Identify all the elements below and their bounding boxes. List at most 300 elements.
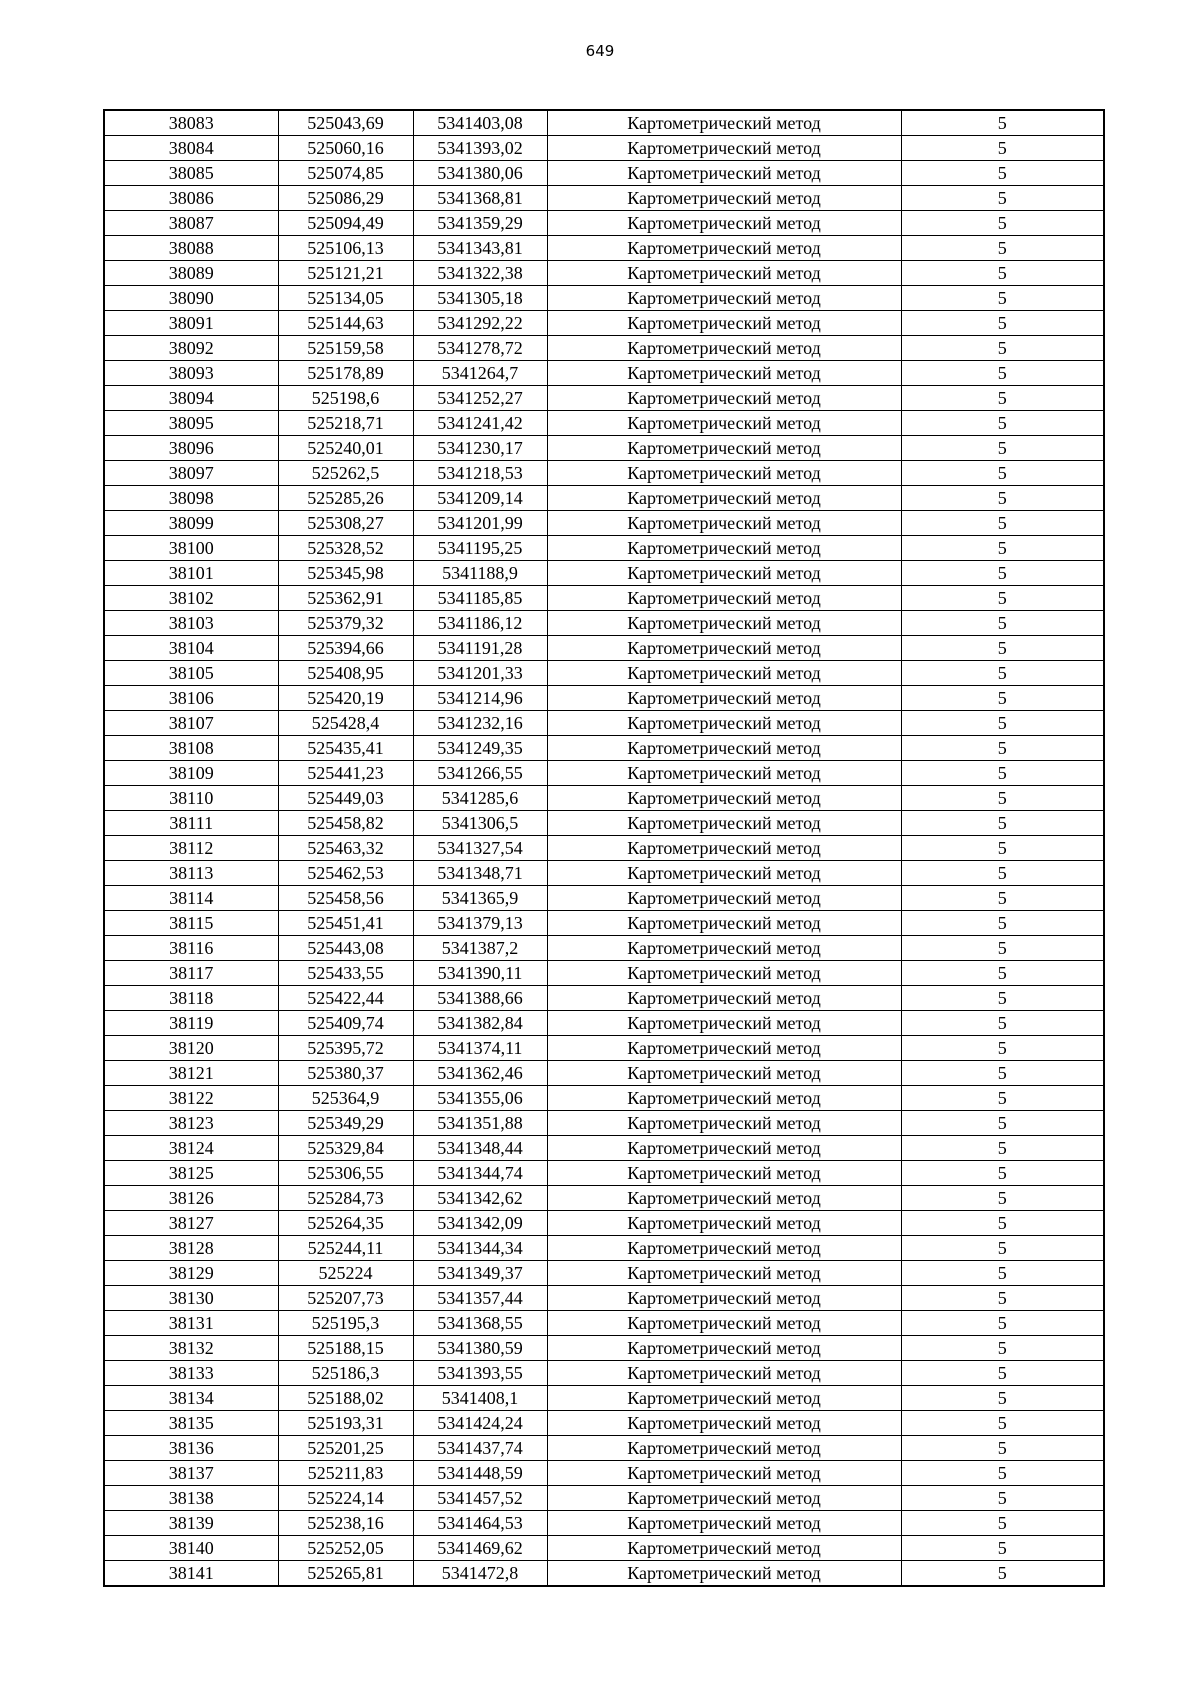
point-number-cell: 38094 <box>104 386 278 411</box>
point-number-cell: 38140 <box>104 1536 278 1561</box>
accuracy-cell: 5 <box>901 561 1104 586</box>
y-coordinate-cell: 5341448,59 <box>413 1461 547 1486</box>
x-coordinate-cell: 525188,02 <box>278 1386 413 1411</box>
method-cell: Картометрический метод <box>547 561 901 586</box>
x-coordinate-cell: 525195,3 <box>278 1311 413 1336</box>
point-number-cell: 38118 <box>104 986 278 1011</box>
table-row <box>104 886 1104 911</box>
accuracy-cell: 5 <box>901 110 1104 136</box>
y-coordinate-cell: 5341359,29 <box>413 211 547 236</box>
point-number-cell: 38120 <box>104 1036 278 1061</box>
table-row <box>104 661 1104 686</box>
method-cell: Картометрический метод <box>547 1111 901 1136</box>
y-coordinate-cell: 5341408,1 <box>413 1386 547 1411</box>
table-row <box>104 1061 1104 1086</box>
accuracy-cell: 5 <box>901 811 1104 836</box>
table-row <box>104 486 1104 511</box>
point-number-cell: 38095 <box>104 411 278 436</box>
accuracy-cell: 5 <box>901 1186 1104 1211</box>
accuracy-cell: 5 <box>901 1311 1104 1336</box>
y-coordinate-cell: 5341342,09 <box>413 1211 547 1236</box>
table-row <box>104 286 1104 311</box>
coordinates-table-body <box>104 110 1104 1586</box>
y-coordinate-cell: 5341327,54 <box>413 836 547 861</box>
table-row <box>104 1186 1104 1211</box>
accuracy-cell: 5 <box>901 1536 1104 1561</box>
method-cell: Картометрический метод <box>547 1236 901 1261</box>
method-cell: Картометрический метод <box>547 536 901 561</box>
table-row <box>104 711 1104 736</box>
y-coordinate-cell: 5341305,18 <box>413 286 547 311</box>
y-coordinate-cell: 5341214,96 <box>413 686 547 711</box>
method-cell: Картометрический метод <box>547 711 901 736</box>
method-cell: Картометрический метод <box>547 511 901 536</box>
point-number-cell: 38093 <box>104 361 278 386</box>
point-number-cell: 38086 <box>104 186 278 211</box>
y-coordinate-cell: 5341343,81 <box>413 236 547 261</box>
accuracy-cell: 5 <box>901 761 1104 786</box>
y-coordinate-cell: 5341365,9 <box>413 886 547 911</box>
x-coordinate-cell: 525186,3 <box>278 1361 413 1386</box>
table-row <box>104 411 1104 436</box>
point-number-cell: 38083 <box>104 110 278 136</box>
y-coordinate-cell: 5341374,11 <box>413 1036 547 1061</box>
x-coordinate-cell: 525409,74 <box>278 1011 413 1036</box>
method-cell: Картометрический метод <box>547 461 901 486</box>
method-cell: Картометрический метод <box>547 1411 901 1436</box>
x-coordinate-cell: 525345,98 <box>278 561 413 586</box>
method-cell: Картометрический метод <box>547 311 901 336</box>
x-coordinate-cell: 525074,85 <box>278 161 413 186</box>
table-row <box>104 1561 1104 1587</box>
x-coordinate-cell: 525198,6 <box>278 386 413 411</box>
point-number-cell: 38089 <box>104 261 278 286</box>
accuracy-cell: 5 <box>901 661 1104 686</box>
accuracy-cell: 5 <box>901 686 1104 711</box>
table-row <box>104 1311 1104 1336</box>
method-cell: Картометрический метод <box>547 1561 901 1587</box>
point-number-cell: 38111 <box>104 811 278 836</box>
x-coordinate-cell: 525244,11 <box>278 1236 413 1261</box>
table-row <box>104 1336 1104 1361</box>
method-cell: Картометрический метод <box>547 186 901 211</box>
point-number-cell: 38090 <box>104 286 278 311</box>
method-cell: Картометрический метод <box>547 586 901 611</box>
method-cell: Картометрический метод <box>547 1036 901 1061</box>
method-cell: Картометрический метод <box>547 661 901 686</box>
x-coordinate-cell: 525394,66 <box>278 636 413 661</box>
point-number-cell: 38105 <box>104 661 278 686</box>
y-coordinate-cell: 5341201,99 <box>413 511 547 536</box>
table-row <box>104 986 1104 1011</box>
table-row <box>104 110 1104 136</box>
point-number-cell: 38084 <box>104 136 278 161</box>
y-coordinate-cell: 5341285,6 <box>413 786 547 811</box>
x-coordinate-cell: 525188,15 <box>278 1336 413 1361</box>
x-coordinate-cell: 525329,84 <box>278 1136 413 1161</box>
table-row <box>104 861 1104 886</box>
point-number-cell: 38110 <box>104 786 278 811</box>
x-coordinate-cell: 525422,44 <box>278 986 413 1011</box>
accuracy-cell: 5 <box>901 1336 1104 1361</box>
table-row <box>104 1461 1104 1486</box>
method-cell: Картометрический метод <box>547 110 901 136</box>
x-coordinate-cell: 525060,16 <box>278 136 413 161</box>
x-coordinate-cell: 525349,29 <box>278 1111 413 1136</box>
accuracy-cell: 5 <box>901 1211 1104 1236</box>
x-coordinate-cell: 525379,32 <box>278 611 413 636</box>
method-cell: Картометрический метод <box>547 1261 901 1286</box>
accuracy-cell: 5 <box>901 486 1104 511</box>
x-coordinate-cell: 525328,52 <box>278 536 413 561</box>
point-number-cell: 38128 <box>104 1236 278 1261</box>
accuracy-cell: 5 <box>901 1386 1104 1411</box>
table-row <box>104 1111 1104 1136</box>
point-number-cell: 38107 <box>104 711 278 736</box>
y-coordinate-cell: 5341437,74 <box>413 1436 547 1461</box>
x-coordinate-cell: 525121,21 <box>278 261 413 286</box>
x-coordinate-cell: 525144,63 <box>278 311 413 336</box>
accuracy-cell: 5 <box>901 1236 1104 1261</box>
accuracy-cell: 5 <box>901 311 1104 336</box>
x-coordinate-cell: 525201,25 <box>278 1436 413 1461</box>
accuracy-cell: 5 <box>901 1061 1104 1086</box>
x-coordinate-cell: 525463,32 <box>278 836 413 861</box>
y-coordinate-cell: 5341344,34 <box>413 1236 547 1261</box>
x-coordinate-cell: 525265,81 <box>278 1561 413 1587</box>
coordinates-table <box>103 109 1105 1587</box>
table-row <box>104 136 1104 161</box>
method-cell: Картометрический метод <box>547 1061 901 1086</box>
accuracy-cell: 5 <box>901 636 1104 661</box>
x-coordinate-cell: 525408,95 <box>278 661 413 686</box>
y-coordinate-cell: 5341344,74 <box>413 1161 547 1186</box>
y-coordinate-cell: 5341241,42 <box>413 411 547 436</box>
x-coordinate-cell: 525435,41 <box>278 736 413 761</box>
table-row <box>104 811 1104 836</box>
x-coordinate-cell: 525224 <box>278 1261 413 1286</box>
accuracy-cell: 5 <box>901 386 1104 411</box>
method-cell: Картометрический метод <box>547 1436 901 1461</box>
x-coordinate-cell: 525441,23 <box>278 761 413 786</box>
point-number-cell: 38115 <box>104 911 278 936</box>
method-cell: Картометрический метод <box>547 1161 901 1186</box>
table-row <box>104 836 1104 861</box>
y-coordinate-cell: 5341342,62 <box>413 1186 547 1211</box>
accuracy-cell: 5 <box>901 986 1104 1011</box>
point-number-cell: 38101 <box>104 561 278 586</box>
y-coordinate-cell: 5341249,35 <box>413 736 547 761</box>
x-coordinate-cell: 525178,89 <box>278 361 413 386</box>
point-number-cell: 38138 <box>104 1486 278 1511</box>
accuracy-cell: 5 <box>901 236 1104 261</box>
point-number-cell: 38135 <box>104 1411 278 1436</box>
method-cell: Картометрический метод <box>547 1311 901 1336</box>
y-coordinate-cell: 5341188,9 <box>413 561 547 586</box>
y-coordinate-cell: 5341232,16 <box>413 711 547 736</box>
accuracy-cell: 5 <box>901 511 1104 536</box>
y-coordinate-cell: 5341457,52 <box>413 1486 547 1511</box>
accuracy-cell: 5 <box>901 1261 1104 1286</box>
table-row <box>104 1261 1104 1286</box>
point-number-cell: 38109 <box>104 761 278 786</box>
y-coordinate-cell: 5341424,24 <box>413 1411 547 1436</box>
y-coordinate-cell: 5341349,37 <box>413 1261 547 1286</box>
y-coordinate-cell: 5341322,38 <box>413 261 547 286</box>
point-number-cell: 38113 <box>104 861 278 886</box>
method-cell: Картометрический метод <box>547 886 901 911</box>
table-row <box>104 186 1104 211</box>
accuracy-cell: 5 <box>901 1436 1104 1461</box>
accuracy-cell: 5 <box>901 1411 1104 1436</box>
point-number-cell: 38121 <box>104 1061 278 1086</box>
table-row <box>104 1036 1104 1061</box>
point-number-cell: 38132 <box>104 1336 278 1361</box>
x-coordinate-cell: 525308,27 <box>278 511 413 536</box>
method-cell: Картометрический метод <box>547 386 901 411</box>
table-row <box>104 361 1104 386</box>
table-row <box>104 1286 1104 1311</box>
y-coordinate-cell: 5341292,22 <box>413 311 547 336</box>
method-cell: Картометрический метод <box>547 486 901 511</box>
point-number-cell: 38112 <box>104 836 278 861</box>
y-coordinate-cell: 5341380,59 <box>413 1336 547 1361</box>
x-coordinate-cell: 525458,82 <box>278 811 413 836</box>
accuracy-cell: 5 <box>901 1361 1104 1386</box>
x-coordinate-cell: 525433,55 <box>278 961 413 986</box>
y-coordinate-cell: 5341209,14 <box>413 486 547 511</box>
y-coordinate-cell: 5341469,62 <box>413 1536 547 1561</box>
method-cell: Картометрический метод <box>547 686 901 711</box>
x-coordinate-cell: 525443,08 <box>278 936 413 961</box>
point-number-cell: 38127 <box>104 1211 278 1236</box>
table-row <box>104 511 1104 536</box>
x-coordinate-cell: 525043,69 <box>278 110 413 136</box>
table-row <box>104 636 1104 661</box>
y-coordinate-cell: 5341357,44 <box>413 1286 547 1311</box>
table-row <box>104 211 1104 236</box>
method-cell: Картометрический метод <box>547 611 901 636</box>
point-number-cell: 38137 <box>104 1461 278 1486</box>
method-cell: Картометрический метод <box>547 1511 901 1536</box>
method-cell: Картометрический метод <box>547 211 901 236</box>
x-coordinate-cell: 525264,35 <box>278 1211 413 1236</box>
x-coordinate-cell: 525094,49 <box>278 211 413 236</box>
y-coordinate-cell: 5341191,28 <box>413 636 547 661</box>
point-number-cell: 38123 <box>104 1111 278 1136</box>
table-row <box>104 436 1104 461</box>
accuracy-cell: 5 <box>901 936 1104 961</box>
point-number-cell: 38125 <box>104 1161 278 1186</box>
method-cell: Картометрический метод <box>547 261 901 286</box>
method-cell: Картометрический метод <box>547 1011 901 1036</box>
x-coordinate-cell: 525449,03 <box>278 786 413 811</box>
accuracy-cell: 5 <box>901 136 1104 161</box>
table-row <box>104 1361 1104 1386</box>
x-coordinate-cell: 525238,16 <box>278 1511 413 1536</box>
point-number-cell: 38131 <box>104 1311 278 1336</box>
table-row <box>104 1386 1104 1411</box>
y-coordinate-cell: 5341388,66 <box>413 986 547 1011</box>
point-number-cell: 38133 <box>104 1361 278 1386</box>
table-row <box>104 1511 1104 1536</box>
method-cell: Картометрический метод <box>547 1361 901 1386</box>
point-number-cell: 38130 <box>104 1286 278 1311</box>
accuracy-cell: 5 <box>901 611 1104 636</box>
accuracy-cell: 5 <box>901 461 1104 486</box>
x-coordinate-cell: 525306,55 <box>278 1161 413 1186</box>
x-coordinate-cell: 525428,4 <box>278 711 413 736</box>
method-cell: Картометрический метод <box>547 136 901 161</box>
x-coordinate-cell: 525240,01 <box>278 436 413 461</box>
point-number-cell: 38141 <box>104 1561 278 1587</box>
method-cell: Картометрический метод <box>547 161 901 186</box>
method-cell: Картометрический метод <box>547 936 901 961</box>
point-number-cell: 38126 <box>104 1186 278 1211</box>
method-cell: Картометрический метод <box>547 1286 901 1311</box>
method-cell: Картометрический метод <box>547 1086 901 1111</box>
table-row <box>104 961 1104 986</box>
y-coordinate-cell: 5341306,5 <box>413 811 547 836</box>
method-cell: Картометрический метод <box>547 736 901 761</box>
accuracy-cell: 5 <box>901 361 1104 386</box>
y-coordinate-cell: 5341464,53 <box>413 1511 547 1536</box>
point-number-cell: 38091 <box>104 311 278 336</box>
y-coordinate-cell: 5341201,33 <box>413 661 547 686</box>
method-cell: Картометрический метод <box>547 636 901 661</box>
point-number-cell: 38129 <box>104 1261 278 1286</box>
y-coordinate-cell: 5341348,71 <box>413 861 547 886</box>
accuracy-cell: 5 <box>901 861 1104 886</box>
x-coordinate-cell: 525106,13 <box>278 236 413 261</box>
y-coordinate-cell: 5341185,85 <box>413 586 547 611</box>
x-coordinate-cell: 525420,19 <box>278 686 413 711</box>
point-number-cell: 38106 <box>104 686 278 711</box>
x-coordinate-cell: 525086,29 <box>278 186 413 211</box>
x-coordinate-cell: 525252,05 <box>278 1536 413 1561</box>
y-coordinate-cell: 5341387,2 <box>413 936 547 961</box>
y-coordinate-cell: 5341252,27 <box>413 386 547 411</box>
y-coordinate-cell: 5341368,81 <box>413 186 547 211</box>
y-coordinate-cell: 5341266,55 <box>413 761 547 786</box>
point-number-cell: 38088 <box>104 236 278 261</box>
method-cell: Картометрический метод <box>547 436 901 461</box>
accuracy-cell: 5 <box>901 211 1104 236</box>
y-coordinate-cell: 5341390,11 <box>413 961 547 986</box>
method-cell: Картометрический метод <box>547 1461 901 1486</box>
point-number-cell: 38103 <box>104 611 278 636</box>
table-row <box>104 1486 1104 1511</box>
table-row <box>104 386 1104 411</box>
method-cell: Картометрический метод <box>547 1486 901 1511</box>
x-coordinate-cell: 525364,9 <box>278 1086 413 1111</box>
point-number-cell: 38117 <box>104 961 278 986</box>
method-cell: Картометрический метод <box>547 811 901 836</box>
point-number-cell: 38096 <box>104 436 278 461</box>
table-row <box>104 1161 1104 1186</box>
table-row <box>104 161 1104 186</box>
table-row <box>104 561 1104 586</box>
y-coordinate-cell: 5341218,53 <box>413 461 547 486</box>
x-coordinate-cell: 525262,5 <box>278 461 413 486</box>
table-row <box>104 1086 1104 1111</box>
y-coordinate-cell: 5341382,84 <box>413 1011 547 1036</box>
y-coordinate-cell: 5341264,7 <box>413 361 547 386</box>
point-number-cell: 38108 <box>104 736 278 761</box>
accuracy-cell: 5 <box>901 711 1104 736</box>
x-coordinate-cell: 525395,72 <box>278 1036 413 1061</box>
y-coordinate-cell: 5341393,02 <box>413 136 547 161</box>
accuracy-cell: 5 <box>901 1111 1104 1136</box>
point-number-cell: 38092 <box>104 336 278 361</box>
method-cell: Картометрический метод <box>547 911 901 936</box>
y-coordinate-cell: 5341230,17 <box>413 436 547 461</box>
accuracy-cell: 5 <box>901 1086 1104 1111</box>
point-number-cell: 38100 <box>104 536 278 561</box>
y-coordinate-cell: 5341368,55 <box>413 1311 547 1336</box>
method-cell: Картометрический метод <box>547 336 901 361</box>
accuracy-cell: 5 <box>901 286 1104 311</box>
y-coordinate-cell: 5341472,8 <box>413 1561 547 1587</box>
x-coordinate-cell: 525159,58 <box>278 336 413 361</box>
point-number-cell: 38087 <box>104 211 278 236</box>
point-number-cell: 38099 <box>104 511 278 536</box>
accuracy-cell: 5 <box>901 1561 1104 1587</box>
table-row <box>104 1211 1104 1236</box>
accuracy-cell: 5 <box>901 261 1104 286</box>
method-cell: Картометрический метод <box>547 961 901 986</box>
method-cell: Картометрический метод <box>547 1336 901 1361</box>
x-coordinate-cell: 525193,31 <box>278 1411 413 1436</box>
accuracy-cell: 5 <box>901 836 1104 861</box>
table-row <box>104 686 1104 711</box>
table-row <box>104 1236 1104 1261</box>
accuracy-cell: 5 <box>901 1136 1104 1161</box>
accuracy-cell: 5 <box>901 186 1104 211</box>
method-cell: Картометрический метод <box>547 836 901 861</box>
method-cell: Картометрический метод <box>547 1386 901 1411</box>
point-number-cell: 38098 <box>104 486 278 511</box>
point-number-cell: 38085 <box>104 161 278 186</box>
accuracy-cell: 5 <box>901 586 1104 611</box>
accuracy-cell: 5 <box>901 1486 1104 1511</box>
x-coordinate-cell: 525211,83 <box>278 1461 413 1486</box>
method-cell: Картометрический метод <box>547 861 901 886</box>
table-row <box>104 1436 1104 1461</box>
method-cell: Картометрический метод <box>547 986 901 1011</box>
accuracy-cell: 5 <box>901 886 1104 911</box>
table-row <box>104 911 1104 936</box>
point-number-cell: 38122 <box>104 1086 278 1111</box>
table-row <box>104 736 1104 761</box>
point-number-cell: 38136 <box>104 1436 278 1461</box>
accuracy-cell: 5 <box>901 911 1104 936</box>
y-coordinate-cell: 5341393,55 <box>413 1361 547 1386</box>
table-row <box>104 536 1104 561</box>
y-coordinate-cell: 5341278,72 <box>413 336 547 361</box>
x-coordinate-cell: 525362,91 <box>278 586 413 611</box>
table-row <box>104 1536 1104 1561</box>
table-row <box>104 936 1104 961</box>
table-row <box>104 261 1104 286</box>
y-coordinate-cell: 5341348,44 <box>413 1136 547 1161</box>
y-coordinate-cell: 5341362,46 <box>413 1061 547 1086</box>
point-number-cell: 38097 <box>104 461 278 486</box>
accuracy-cell: 5 <box>901 961 1104 986</box>
accuracy-cell: 5 <box>901 336 1104 361</box>
accuracy-cell: 5 <box>901 1011 1104 1036</box>
method-cell: Картометрический метод <box>547 1211 901 1236</box>
